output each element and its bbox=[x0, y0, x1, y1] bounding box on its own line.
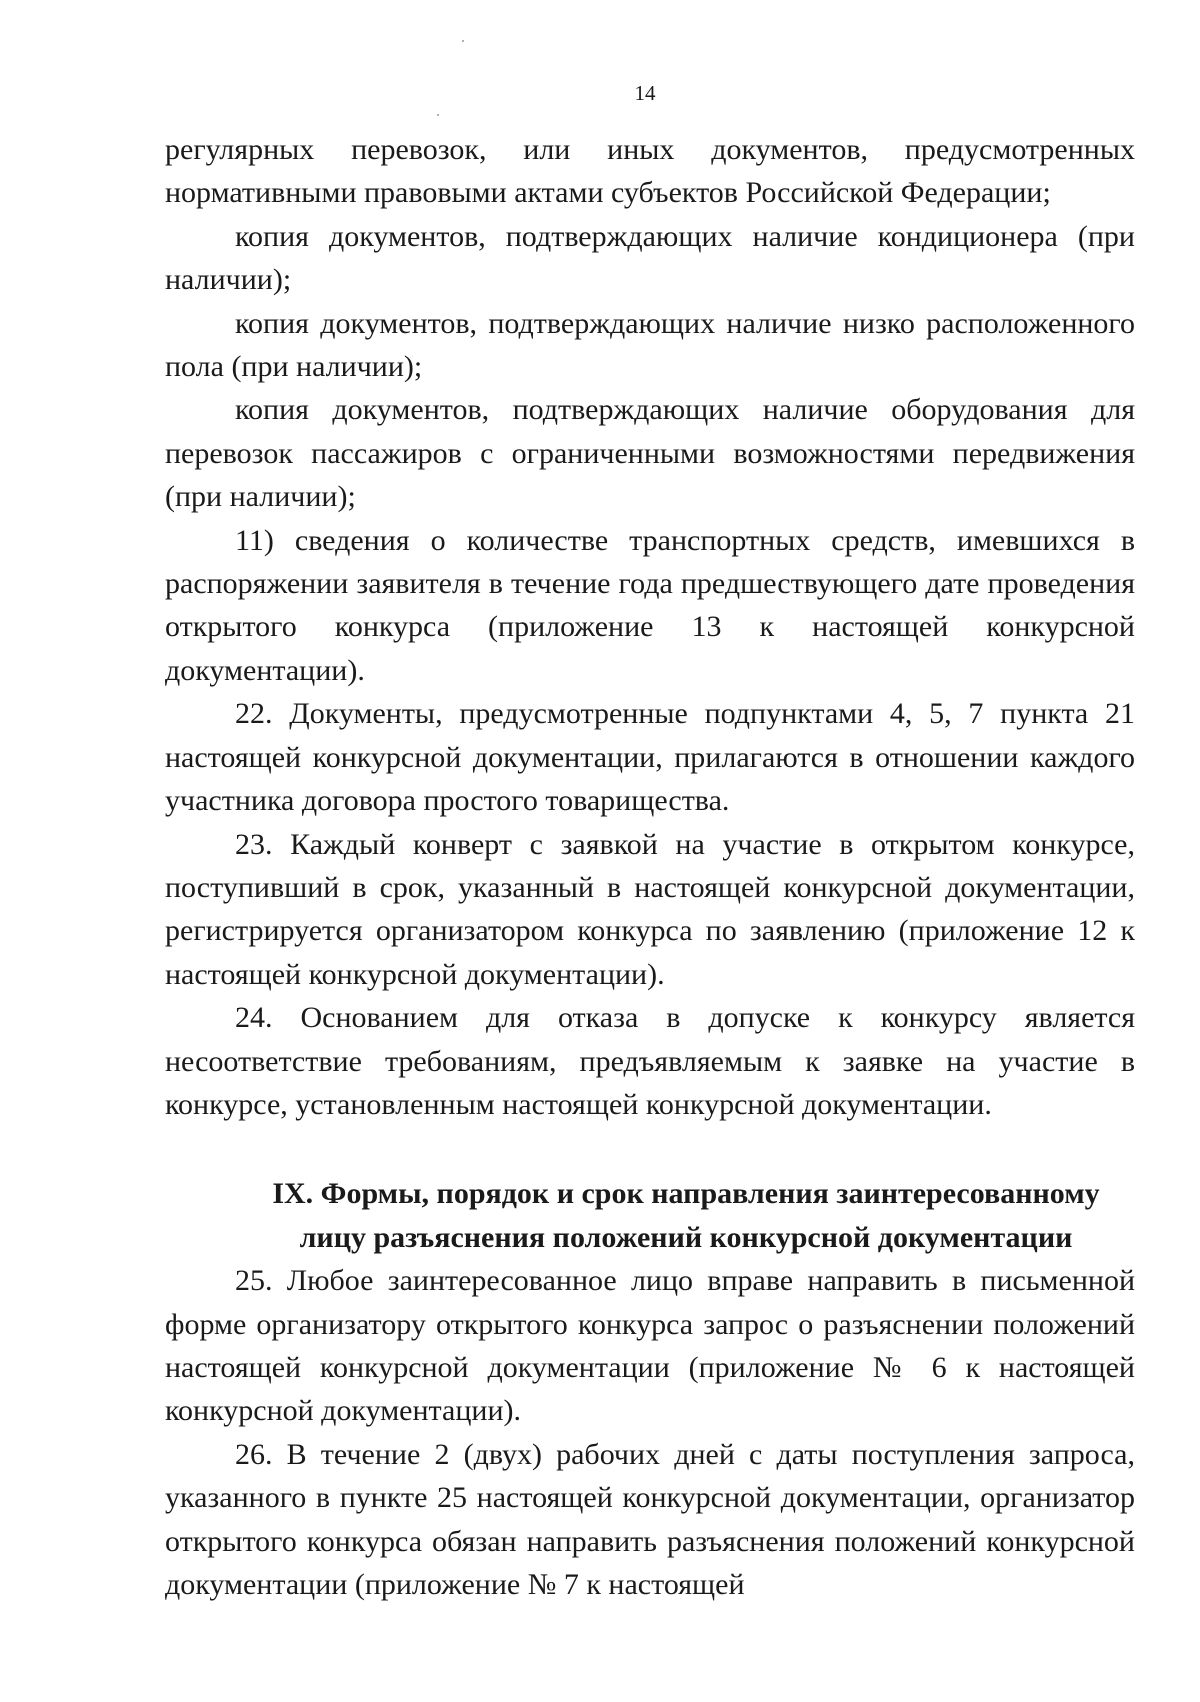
paragraph-accessibility-equipment: копия документов, подтверждающих наличие оборудования для перевозок пассажиров с ограниченными возможностями передвижения (при наличии); bbox=[165, 393, 1135, 514]
paragraph-low-floor: копия документов, подтверждающих наличие низко расположенного пола (при наличии); bbox=[165, 306, 1135, 384]
scan-speck bbox=[437, 114, 439, 116]
section-heading-line-2: лицу разъяснения положений конкурсной документации bbox=[299, 1220, 1073, 1254]
paragraph-25: 25. Любое заинтересованное лицо вправе направить в письменной форме организатору открытого конкурса запрос о разъяснении положений настоящей конкурсной документации (приложение № 6 к настоящей конкурсной документации). bbox=[165, 1264, 1135, 1428]
paragraph-26: 26. В течение 2 (двух) рабочих дней с даты поступления запроса, указанного в пункте 25 настоящей конкурсной документации, организатор открытого конкурса обязан направить разъяснения положений конкурсной документации (приложение № 7 к настоящей bbox=[165, 1437, 1135, 1601]
paragraph-continuation: регулярных перевозок, или иных документов, предусмотренных нормативными правовыми актами субъектов Российской Федерации; bbox=[165, 133, 1135, 210]
paragraph-24: 24. Основанием для отказа в допуске к конкурсу является несоответствие требованиям, предъявляемым к заявке на участие в конкурсе, установленным настоящей конкурсной документации. bbox=[165, 1001, 1135, 1121]
paragraph-23: 23. Каждый конверт с заявкой на участие в открытом конкурсе, поступивший в срок, указанный в настоящей конкурсной документации, регистрируется организатором конкурса по заявлению (приложение 12 к настоящей конкурсной документации). bbox=[165, 827, 1135, 991]
document-body bbox=[165, 128, 1135, 1606]
section-heading bbox=[165, 1172, 1135, 1259]
paragraph-item-11: 11) сведения о количестве транспортных средств, имевшихся в распоряжении заявителя в течение года предшествующего дате проведения открытого конкурса (приложение 13 к настоящей конкурсной документации). bbox=[165, 523, 1135, 687]
paragraph-air-conditioner: копия документов, подтверждающих наличие кондиционера (при наличии); bbox=[165, 219, 1135, 297]
scan-speck bbox=[462, 40, 464, 42]
section-heading-line-1: IX. Формы, порядок и срок направления заинтересованному bbox=[272, 1177, 1100, 1211]
page-number: 14 bbox=[634, 81, 656, 105]
paragraph-22: 22. Документы, предусмотренные подпунктами 4, 5, 7 пункта 21 настоящей конкурсной документации, прилагаются в отношении каждого участника договора простого товарищества. bbox=[165, 697, 1135, 818]
